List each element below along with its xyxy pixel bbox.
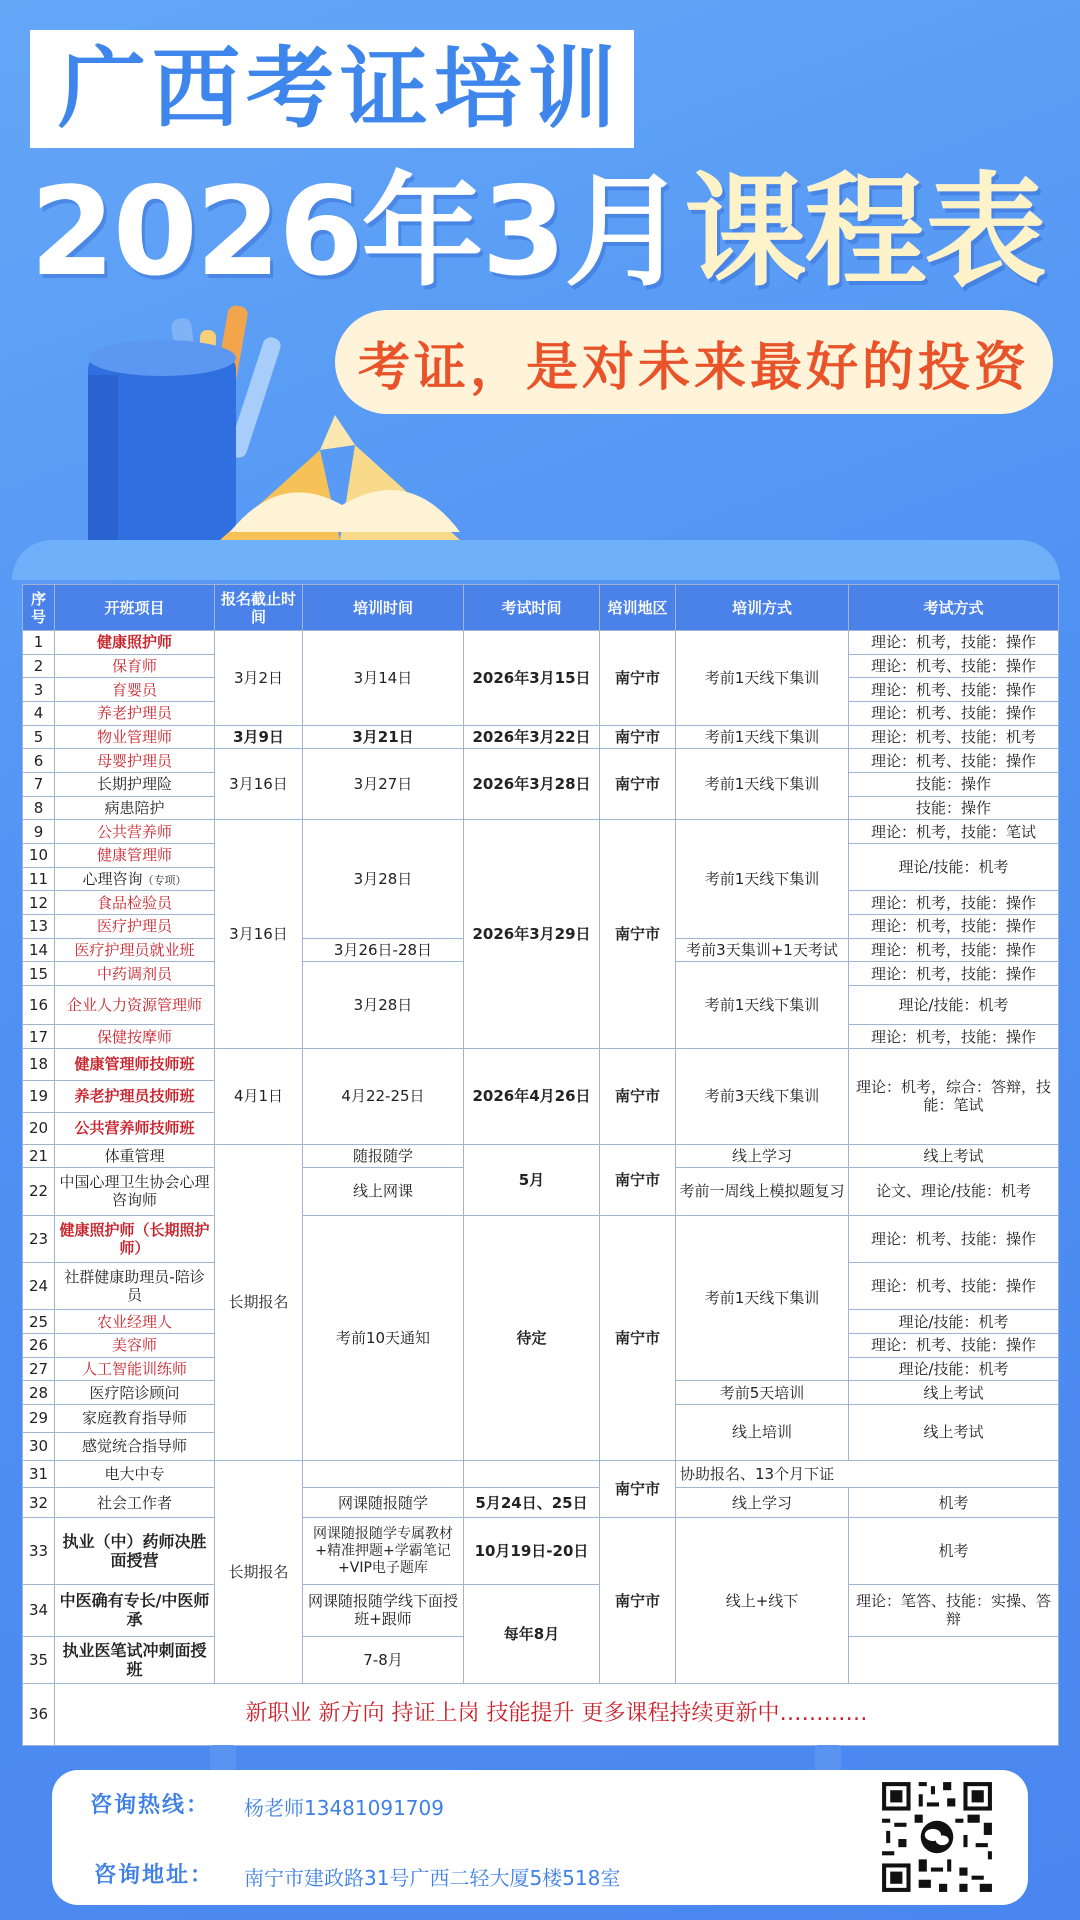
- train-time: 4月22-25日: [303, 1048, 464, 1144]
- exam-mode: [849, 1636, 1059, 1683]
- header-region: 培训地区: [600, 585, 676, 631]
- header-deadline: 报名截止时间: [215, 585, 303, 631]
- table-row: [23, 1585, 1059, 1636]
- train-method: 考前3天集训+1天考试: [676, 938, 849, 962]
- course-name: 病患陪护: [55, 796, 215, 820]
- row-no: 11: [23, 867, 55, 891]
- table-row: [23, 1215, 1059, 1262]
- header-item: 开班项目: [55, 585, 215, 631]
- course-name: [55, 867, 215, 891]
- exam-time: 待定: [464, 1215, 600, 1460]
- train-method: 考前一周线上模拟题复习: [676, 1168, 849, 1215]
- exam-mode: 理论：机考，技能：操作: [849, 1025, 1059, 1049]
- course-name: 保育师: [55, 654, 215, 678]
- row-no: 24: [23, 1262, 55, 1309]
- exam-mode: 理论：机考，技能：操作: [849, 891, 1059, 915]
- exam-time: 2026年3月22日: [464, 725, 600, 749]
- exam-mode: 理论：机考、技能：操作: [849, 749, 1059, 773]
- table-row: [23, 1144, 1059, 1168]
- course-name: 家庭教育指导师: [55, 1404, 215, 1432]
- course-name: 健康管理师技师班: [55, 1048, 215, 1080]
- course-name: 中药调剂员: [55, 962, 215, 986]
- table-row: [23, 631, 1059, 655]
- train-time: 3月28日: [303, 962, 464, 1048]
- exam-mode: 理论/技能：机考: [849, 1357, 1059, 1381]
- exam-mode: 技能：操作: [849, 773, 1059, 797]
- deadline: 3月2日: [215, 631, 303, 726]
- course-name: 母婴护理员: [55, 749, 215, 773]
- row-no: 29: [23, 1404, 55, 1432]
- train-time: [303, 1460, 464, 1488]
- course-name: 育婴员: [55, 678, 215, 702]
- row-no: 14: [23, 938, 55, 962]
- row-no: 2: [23, 654, 55, 678]
- train-method: 考前1天线下集训: [676, 631, 849, 726]
- train-method: 考前1天线下集训: [676, 725, 849, 749]
- exam-mode: 理论：笔答、技能：实操、答辩: [849, 1585, 1059, 1636]
- wechat-qr-code-icon: [878, 1778, 996, 1896]
- train-method: 线上学习: [676, 1144, 849, 1168]
- region: 南宁市: [600, 1518, 676, 1684]
- exam-mode: 机考: [849, 1518, 1059, 1585]
- exam-mode: 理论：机考、技能：操作: [849, 654, 1059, 678]
- header-no: 序号: [23, 585, 55, 631]
- row-no: 22: [23, 1168, 55, 1215]
- row-no: 17: [23, 1025, 55, 1049]
- exam-mode: 理论/技能：机考: [849, 844, 1059, 891]
- course-name: 长期护理险: [55, 773, 215, 797]
- row-no: 26: [23, 1333, 55, 1357]
- train-method: 考前1天线下集训: [676, 1215, 849, 1381]
- course-name: 人工智能训练师: [55, 1357, 215, 1381]
- exam-mode: 线上考试: [849, 1381, 1059, 1405]
- course-name: 执业医笔试冲刺面授班: [55, 1636, 215, 1683]
- train-time: 网课随报随学线下面授班+跟师: [303, 1585, 464, 1636]
- region: 南宁市: [600, 1215, 676, 1460]
- deadline: 4月1日: [215, 1048, 303, 1144]
- row-no: 10: [23, 844, 55, 868]
- row-no: 32: [23, 1488, 55, 1518]
- exam-mode: 理论：机考，技能：操作: [849, 938, 1059, 962]
- exam-time: [464, 1460, 600, 1488]
- table-row: [23, 820, 1059, 844]
- exam-mode: 理论/技能：机考: [849, 1310, 1059, 1334]
- course-name: 中医确有专长/中医师承: [55, 1585, 215, 1636]
- row-no: 9: [23, 820, 55, 844]
- row-no: 6: [23, 749, 55, 773]
- exam-mode: 理论：机考，技能：操作: [849, 631, 1059, 655]
- region: 南宁市: [600, 725, 676, 749]
- row-no: 34: [23, 1585, 55, 1636]
- train-time: 3月21日: [303, 725, 464, 749]
- page-title: [30, 161, 1060, 303]
- row-no: 35: [23, 1636, 55, 1683]
- deadline: 长期报名: [215, 1460, 303, 1683]
- exam-time: 2026年3月29日: [464, 820, 600, 1048]
- train-method: 考前3天线下集训: [676, 1048, 849, 1144]
- title-part1: 2026年3月: [30, 161, 685, 303]
- row-no: 25: [23, 1310, 55, 1334]
- exam-mode: 理论：机考，技能：操作: [849, 962, 1059, 986]
- exam-time: 2026年4月26日: [464, 1048, 600, 1144]
- table-shelf: [12, 540, 1060, 580]
- course-name: 物业管理师: [55, 725, 215, 749]
- exam-mode: 理论：机考，技能：笔试: [849, 820, 1059, 844]
- row-no: 15: [23, 962, 55, 986]
- row-no: 4: [23, 702, 55, 726]
- course-name: 健康照护师（长期照护师）: [55, 1215, 215, 1262]
- row-no: 36: [23, 1683, 55, 1745]
- train-time: 随报随学: [303, 1144, 464, 1168]
- course-name: 执业（中）药师决胜面授营: [55, 1518, 215, 1585]
- exam-mode: 理论/技能：机考: [849, 986, 1059, 1025]
- exam-mode: 理论：机考、技能：操作: [849, 702, 1059, 726]
- train-time: 3月26日-28日: [303, 938, 464, 962]
- row-no: 8: [23, 796, 55, 820]
- pen-cup-and-book-illustration: [80, 300, 540, 545]
- row-no: 28: [23, 1381, 55, 1405]
- hotline-value[interactable]: 杨老师13481091709: [244, 1796, 444, 1820]
- deadline: 长期报名: [215, 1144, 303, 1460]
- region: 南宁市: [600, 820, 676, 1048]
- table-header-row: [23, 585, 1059, 631]
- region: 南宁市: [600, 1144, 676, 1215]
- region: 南宁市: [600, 1048, 676, 1144]
- row-no: 21: [23, 1144, 55, 1168]
- row-no: 20: [23, 1112, 55, 1144]
- course-name: 社群健康助理员-陪诊员: [55, 1262, 215, 1309]
- course-name: 医疗护理员就业班: [55, 938, 215, 962]
- train-time: 3月28日: [303, 820, 464, 938]
- exam-mode: 理论：机考，技能：操作: [849, 915, 1059, 939]
- course-name: 保健按摩师: [55, 1025, 215, 1049]
- course-table: [22, 584, 1058, 1746]
- exam-mode: 线上考试: [849, 1404, 1059, 1460]
- footer-note: 新职业 新方向 持证上岗 技能提升 更多课程持续更新中…………: [55, 1683, 1059, 1745]
- header-exam-mode: 考试方式: [849, 585, 1059, 631]
- brand-banner: [30, 30, 634, 148]
- table-row: [23, 1518, 1059, 1585]
- exam-time: 5月24日、25日: [464, 1488, 600, 1518]
- brand-title: 广西考证培训: [58, 37, 623, 140]
- course-name: 医疗护理员: [55, 915, 215, 939]
- course-name: 感觉统合指导师: [55, 1432, 215, 1460]
- train-method: 线上+线下: [676, 1518, 849, 1684]
- exam-mode: 理论：机考、技能：操作: [849, 678, 1059, 702]
- row-no: 5: [23, 725, 55, 749]
- exam-mode: 机考: [849, 1488, 1059, 1518]
- train-time: 考前10天通知: [303, 1215, 464, 1460]
- header-train-time: 培训时间: [303, 585, 464, 631]
- train-time: 7-8月: [303, 1636, 464, 1683]
- course-name: 体重管理: [55, 1144, 215, 1168]
- row-no: 30: [23, 1432, 55, 1460]
- row-no: 23: [23, 1215, 55, 1262]
- exam-time: 2026年3月15日: [464, 631, 600, 726]
- exam-mode: 理论：机考、技能：操作: [849, 1215, 1059, 1262]
- course-name: 电大中专: [55, 1460, 215, 1488]
- header-exam-time: 考试时间: [464, 585, 600, 631]
- table-row: [23, 725, 1059, 749]
- course-name: 美容师: [55, 1333, 215, 1357]
- table-footer-row: [23, 1683, 1059, 1745]
- course-name: 中国心理卫生协会心理咨询师: [55, 1168, 215, 1215]
- schedule-table: [22, 584, 1059, 1746]
- row-no: 33: [23, 1518, 55, 1585]
- course-name: 公共营养师技师班: [55, 1112, 215, 1144]
- table-row: [23, 749, 1059, 773]
- header-method: 培训方式: [676, 585, 849, 631]
- exam-time: 10月19日-20日: [464, 1518, 600, 1585]
- course-name: 公共营养师: [55, 820, 215, 844]
- exam-time: 2026年3月28日: [464, 749, 600, 820]
- course-name: 养老护理员: [55, 702, 215, 726]
- exam-mode: 理论：机考、技能：机考: [849, 725, 1059, 749]
- table-row: [23, 1488, 1059, 1518]
- deadline: 3月16日: [215, 820, 303, 1048]
- train-method: 考前1天线下集训: [676, 820, 849, 938]
- course-name: 养老护理员技师班: [55, 1080, 215, 1112]
- train-method: 协助报名、13个月下证: [676, 1460, 1059, 1488]
- row-no: 18: [23, 1048, 55, 1080]
- row-no: 12: [23, 891, 55, 915]
- row-no: 13: [23, 915, 55, 939]
- title-part2: 课程表: [684, 161, 1045, 303]
- train-time: 线上网课: [303, 1168, 464, 1215]
- row-no: 16: [23, 986, 55, 1025]
- slogan: 考证，是对未来最好的投资: [335, 310, 1053, 414]
- train-method: 考前1天线下集训: [676, 962, 849, 1048]
- train-method: 考前1天线下集训: [676, 749, 849, 820]
- train-time: 3月14日: [303, 631, 464, 726]
- exam-mode: 理论：机考、技能：操作: [849, 1333, 1059, 1357]
- train-time: 网课随报随学: [303, 1488, 464, 1518]
- course-name: 医疗陪诊顾问: [55, 1381, 215, 1405]
- exam-mode: 理论：机考，综合：答辩，技能：笔试: [849, 1048, 1059, 1144]
- train-time: 3月27日: [303, 749, 464, 820]
- row-no: 27: [23, 1357, 55, 1381]
- hotline-label: 咨询热线：: [90, 1793, 211, 1818]
- deadline: 3月9日: [215, 725, 303, 749]
- address-value: 南宁市建政路31号广西二轻大厦5楼518室: [244, 1866, 621, 1890]
- table-row: [23, 1048, 1059, 1080]
- deadline: 3月16日: [215, 749, 303, 820]
- course-name: 企业人力资源管理师: [55, 986, 215, 1025]
- train-method: 线上培训: [676, 1404, 849, 1460]
- exam-mode: 论文、理论/技能：机考: [849, 1168, 1059, 1215]
- row-no: 31: [23, 1460, 55, 1488]
- row-no: 1: [23, 631, 55, 655]
- exam-mode: 技能：操作: [849, 796, 1059, 820]
- region: 南宁市: [600, 749, 676, 820]
- exam-mode: 理论：机考、技能：操作: [849, 1262, 1059, 1309]
- course-name: 社会工作者: [55, 1488, 215, 1518]
- course-name-text: 心理咨询: [82, 870, 143, 889]
- course-name: 健康管理师: [55, 844, 215, 868]
- table-row: [23, 1460, 1059, 1488]
- train-time: 网课随报随学专属教材+精准押题+学霸笔记+VIP电子题库: [303, 1518, 464, 1585]
- course-name: 农业经理人: [55, 1310, 215, 1334]
- course-name: 食品检验员: [55, 891, 215, 915]
- region: 南宁市: [600, 631, 676, 726]
- exam-time: 5月: [464, 1144, 600, 1215]
- train-method: 考前5天培训: [676, 1381, 849, 1405]
- region: 南宁市: [600, 1460, 676, 1518]
- row-no: 7: [23, 773, 55, 797]
- exam-mode: 线上考试: [849, 1144, 1059, 1168]
- exam-time: 每年8月: [464, 1585, 600, 1684]
- row-no: 3: [23, 678, 55, 702]
- course-name: 健康照护师: [55, 631, 215, 655]
- address-label: 咨询地址：: [94, 1863, 215, 1888]
- train-method: 线上学习: [676, 1488, 849, 1518]
- course-note: （专项）: [142, 874, 187, 888]
- row-no: 19: [23, 1080, 55, 1112]
